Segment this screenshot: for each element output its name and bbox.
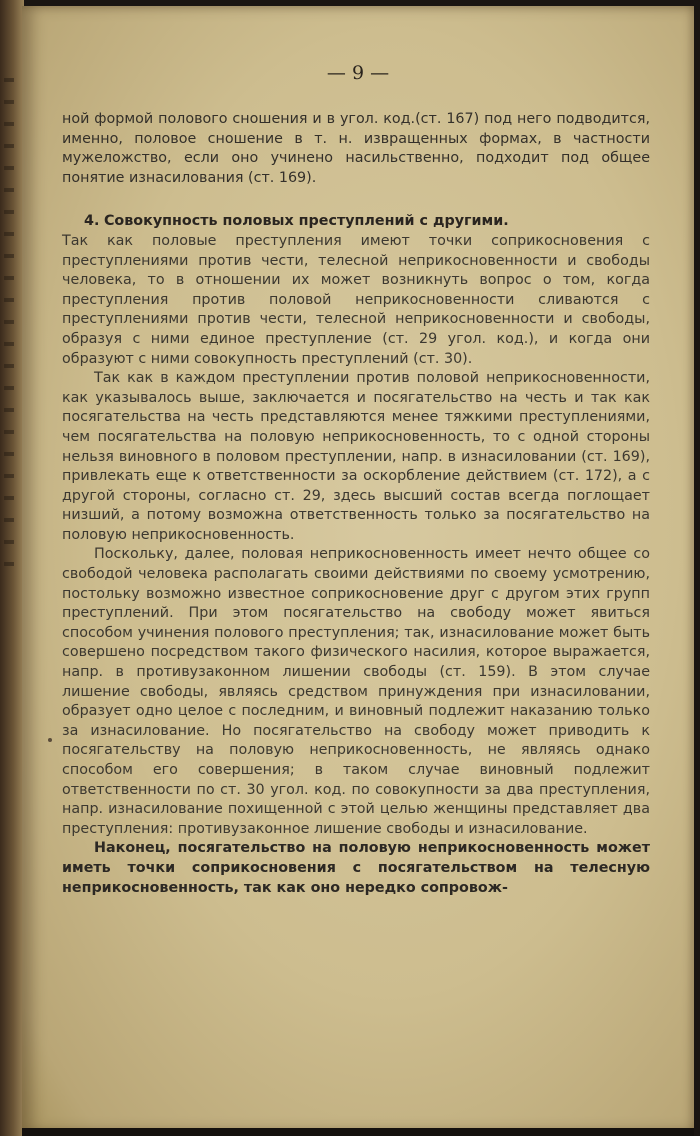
section-title: Совокупность половых преступлений с другими. (103, 213, 509, 230)
section-number: 4. (84, 213, 100, 230)
page-bottom-edge (22, 1128, 694, 1136)
paragraph-bodily-integrity: Наконец, посягательство на половую неприкосновенность может иметь точки соприкосновения с посягательством на телесную неприкосновенность, так как оно нередко сопровож- (62, 840, 650, 896)
paragraph-freedom-offenses: Поскольку, далее, половая неприкосновенность имеет нечто общее со свободой человека располагать своими действиями по своему усмотрению, постольку возможно известное соприкосновение друг с другом этих групп преступлений. При этом посягательство на свободу может явиться способом учинения полового преступления; так, изнасилование может быть совершено посредством такого физического насилия, которое выражается, напр. в противузаконном лишении свободы (ст. 159). В этом случае лишение свободы, являясь средством принуждения при изнасиловании, образует одно целое с последним, и виновный подлежит наказанию только за изнасилование. Но посягательство на свободу может приводить к посягательству на половую неприкосновенность, не являясь однако способом его совершения; в таком случае виновный подлежит ответственности по ст. 30 угол. код. по совокупности за два преступления, напр. изнасилование похищенной с этой целью женщины представляет два преступления: противузаконное лишение свободы и изнасилование. (62, 546, 650, 837)
paragraph-continued: ной формой полового сношения и в угол. код.(ст. 167) под него подводится, именно, половое сношение в т. н. извращенных формах, в частности мужеложство, если оно учинено насильственно, подходит под общее понятие изнасилования (ст. 169). (62, 111, 650, 186)
page-number: — 9 — (326, 62, 390, 84)
spine-text-fragments (4, 60, 14, 580)
section-gap (62, 188, 650, 212)
margin-mark (48, 738, 52, 742)
paragraph-honor-offenses: Так как в каждом преступлении против половой неприкосновенности, как указывалось выше, заключается и посягательство на честь и так как посягательства на честь представляются менее тяжкими преступлениями, чем посягательства на половую неприкосновенность, то с одной стороны нельзя виновного в половом преступлении, напр. в изнасиловании (ст. 169), привлекать еще к ответственности за оскорбление действием (ст. 172), а с другой стороны, согласно ст. 29, здесь высший состав всегда поглощает низший, а потому возможна ответственность только за посягательство на половую неприкосновенность. (62, 370, 650, 543)
book-page (22, 6, 694, 1132)
section-heading (62, 212, 650, 232)
paragraph-section-intro: Так как половые преступления имеют точки соприкосновения с преступлениями против чести, телесной неприкосновенности и свободы человека, то в отношении их может возникнуть вопрос о том, когда преступления против половой неприкосновенности сливаются с преступлениями против чести, телесной неприкосновенности и свободы, образуя с ними единое преступление (ст. 29 угол. код.), и когда они образуют с ними совокупность преступлений (ст. 30). (62, 232, 650, 367)
page-text (62, 110, 650, 898)
book-spine-edge (0, 0, 24, 1136)
